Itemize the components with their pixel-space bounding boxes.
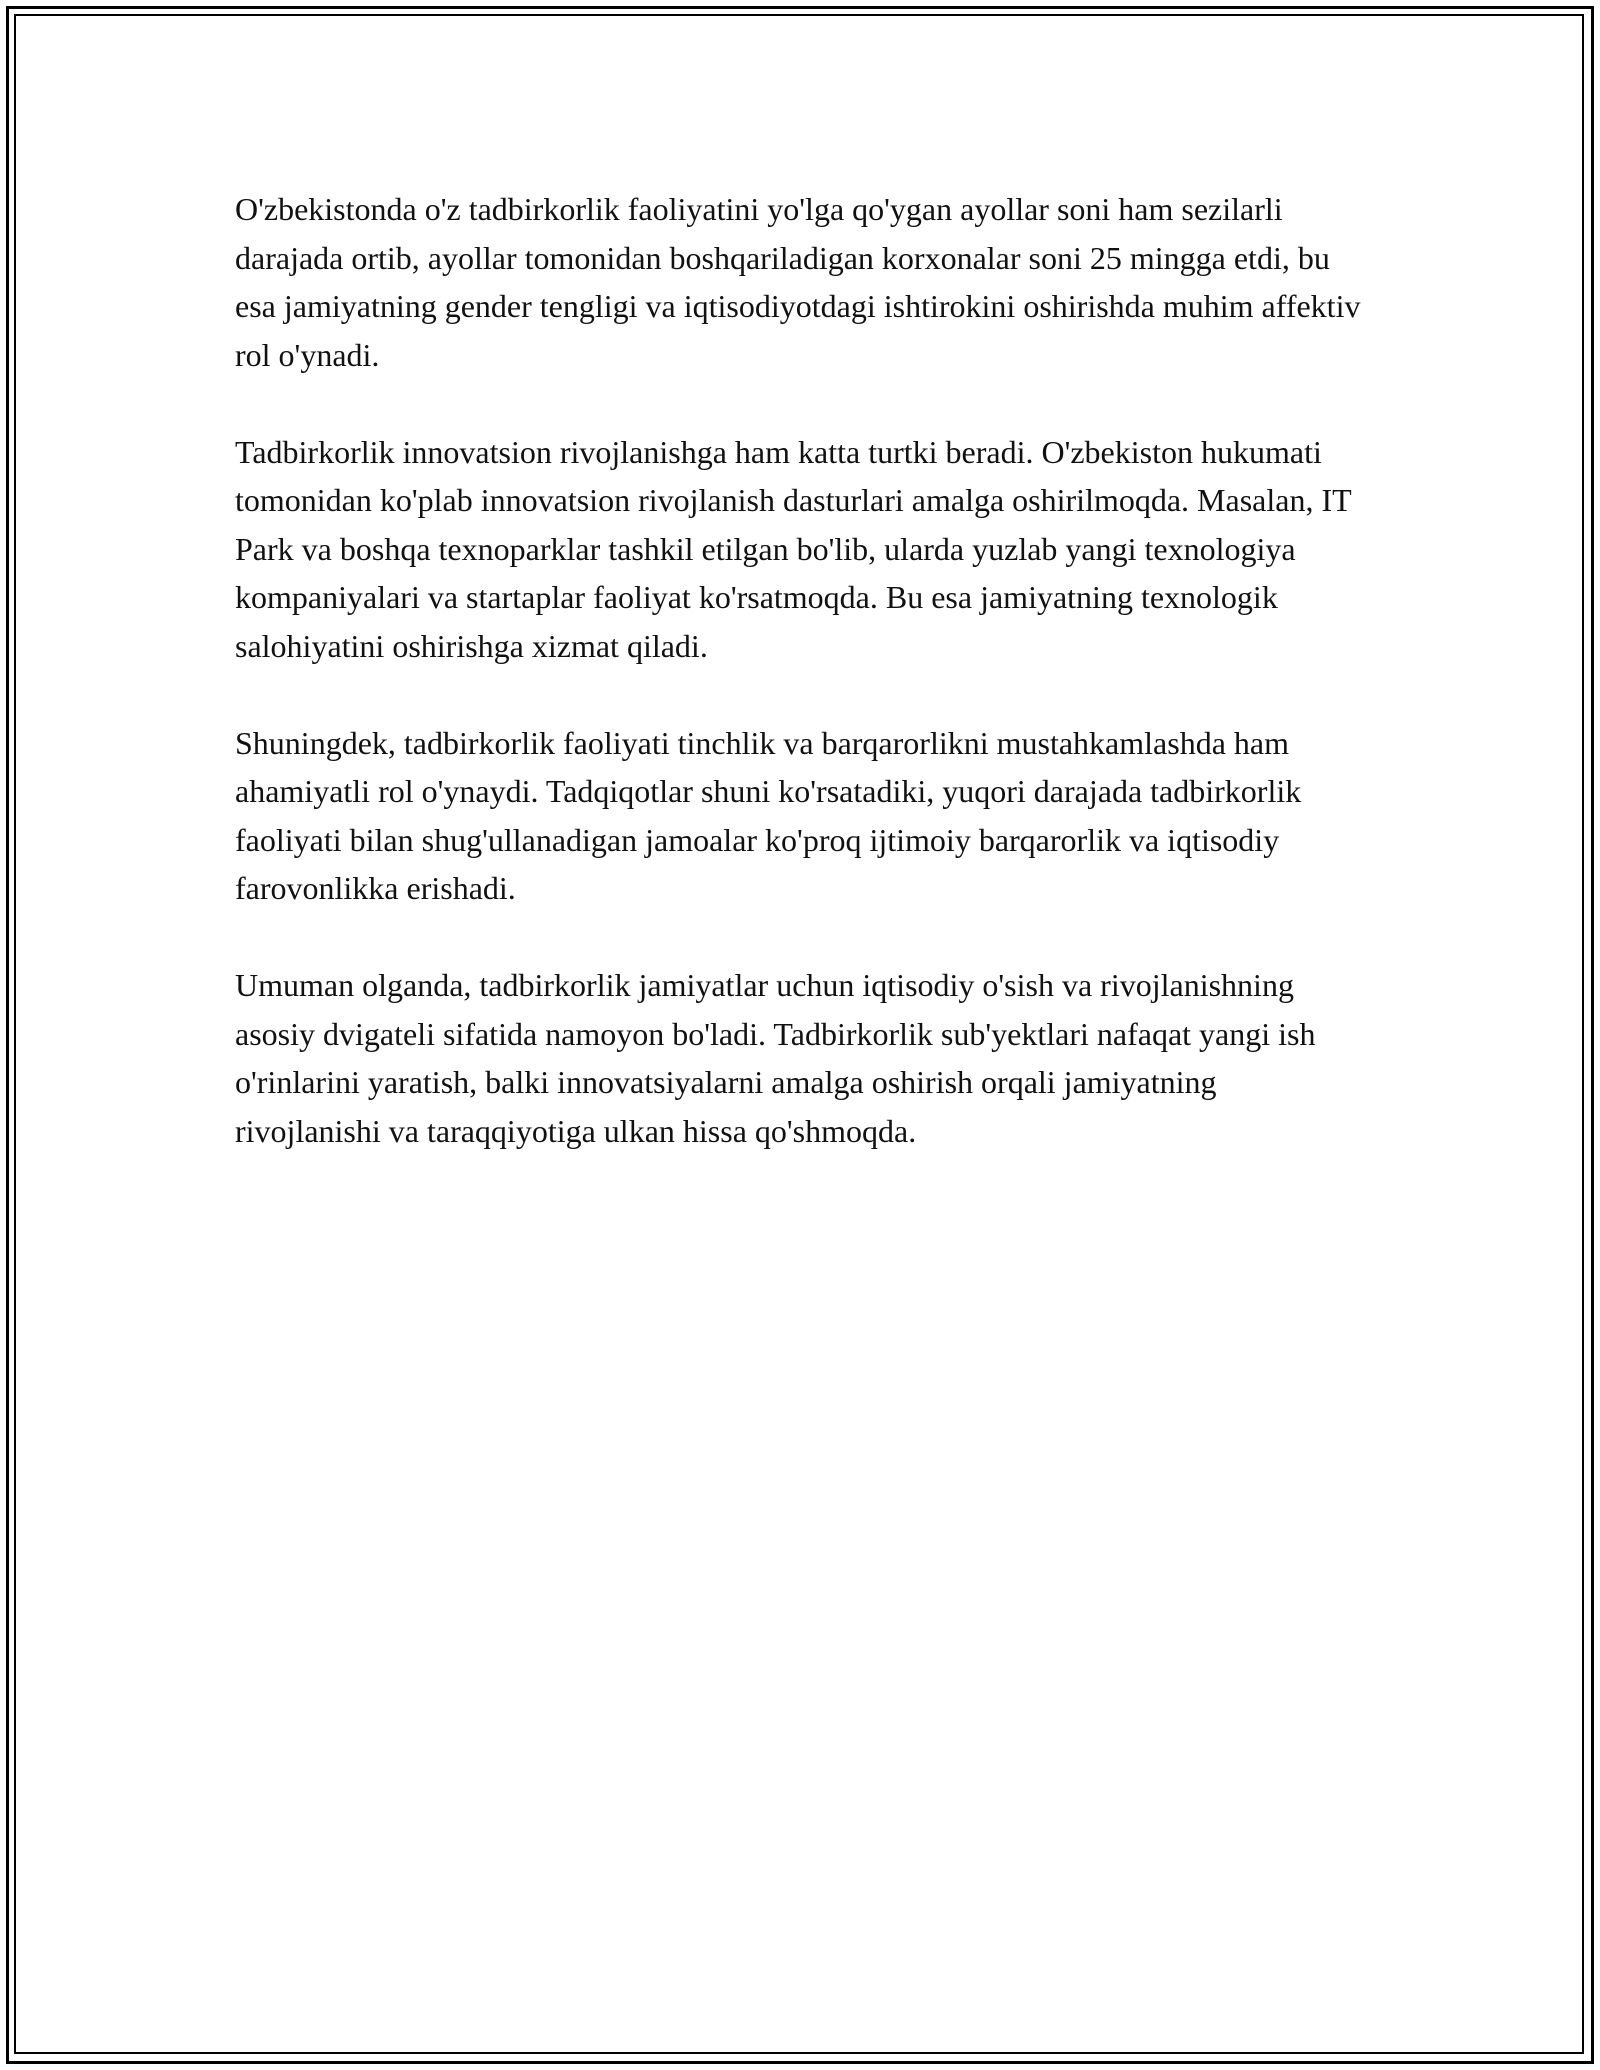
paragraph: O'zbekistonda o'z tadbirkorlik faoliyatini yo'lga qo'ygan ayollar soni ham sezilarli darajada ortib, ayollar tomonidan boshqariladigan korxonalar soni 25 mingga etdi, bu esa jamiyatning gender tengligi va iqtisodiyotdagi ishtirokini oshirishda muhim affektiv rol o'ynadi. bbox=[235, 191, 1361, 373]
paragraph: Tadbirkorlik innovatsion rivojlanishga ham katta turtki beradi. O'zbekiston hukumati tomonidan ko'plab innovatsion rivojlanish dasturlari amalga oshirilmoqda. Masalan, IT Park va boshqa texnoparklar tashkil etilgan bo'lib, ularda yuzlab yangi texnologiya kompaniyalari va startaplar faoliyat ko'rsatmoqda. Bu esa jamiyatning texnologik salohiyatini oshirishga xizmat qiladi. bbox=[235, 433, 1352, 664]
paragraph: Shuningdek, tadbirkorlik faoliyati tinchlik va barqarorlikni mustahkamlashda ham ahamiyatli rol o'ynaydi. Tadqiqotlar shuni ko'rsatadiki, yuqori darajada tadbirkorlik faoliyati bilan shug'ullanadigan jamoalar ko'proq ijtimoiy barqarorlik va iqtisodiy farovonlikka erishadi. bbox=[235, 724, 1302, 906]
document-body bbox=[235, 185, 1365, 1204]
paragraph: Umuman olganda, tadbirkorlik jamiyatlar uchun iqtisodiy o'sish va rivojlanishning asosiy dvigateli sifatida namoyon bo'ladi. Tadbirkorlik sub'yektlari nafaqat yangi ish o'rinlarini yaratish, balki innovatsiyalarni amalga oshirish orqali jamiyatning rivojlanishi va taraqqiyotiga ulkan hissa qo'shmoqda. bbox=[235, 967, 1316, 1149]
